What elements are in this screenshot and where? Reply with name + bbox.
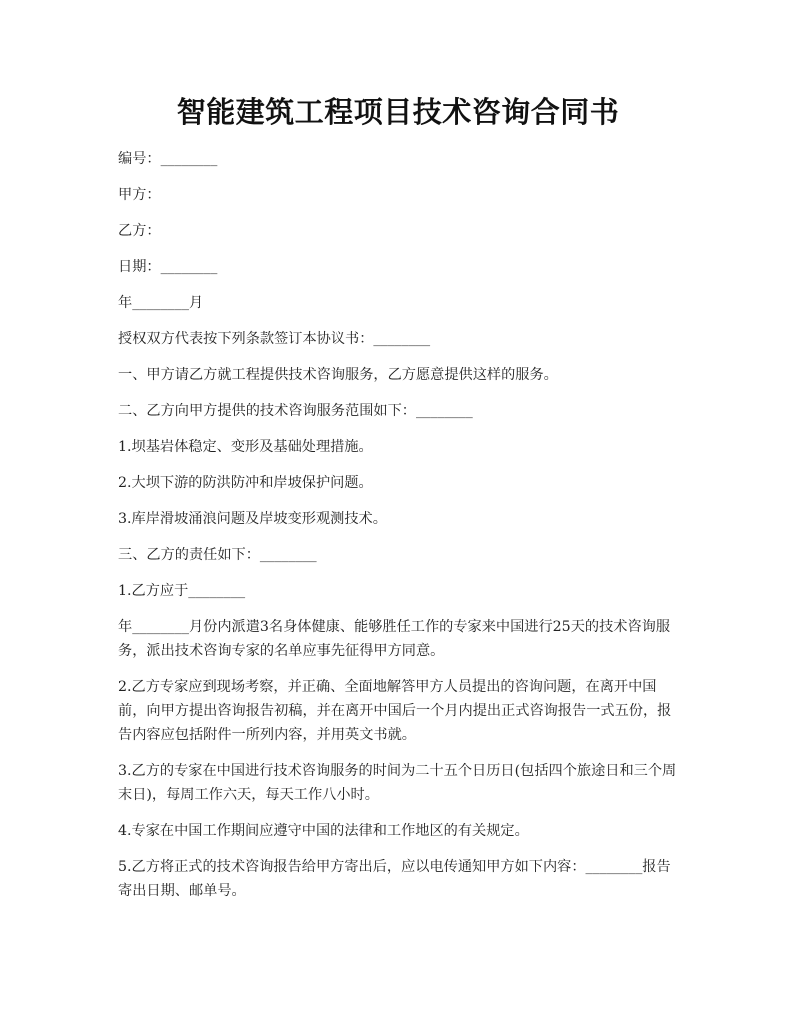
document-body — [118, 147, 684, 915]
responsibility-item-4: 4.专家在中国工作期间应遵守中国的法律和工作地区的有关规定。 — [118, 823, 529, 839]
responsibility-item-1-lead: 1.乙方应于________ — [118, 583, 246, 599]
contract-number-line: 编号：________ — [118, 151, 218, 167]
scope-item-2: 2.大坝下游的防洪防冲和岸坡保护问题。 — [118, 475, 373, 491]
year-month-line: 年________月 — [118, 295, 204, 311]
party-a-line: 甲方： — [118, 187, 161, 203]
document-title: 智能建筑工程项目技术咨询合同书 — [176, 95, 620, 129]
scope-item-3: 3.库岸滑坡涌浪问题及岸坡变形观测技术。 — [118, 511, 387, 527]
date-line: 日期：________ — [118, 259, 218, 275]
responsibility-item-2: 2.乙方专家应到现场考察，并正确、全面地解答甲方人员提出的咨询问题，在离开中国前，向甲方提出咨询报告初稿，并在离开中国后一个月内提出正式咨询报告一式五份，报告内容应包括附件一所列内容，并用英文书就。 — [118, 679, 672, 743]
section-1-paragraph: 一、甲方请乙方就工程提供技术咨询服务，乙方愿意提供这样的服务。 — [118, 367, 558, 383]
party-b-line: 乙方： — [118, 223, 161, 239]
scope-item-1: 1.坝基岩体稳定、变形及基础处理措施。 — [118, 439, 373, 455]
responsibility-item-5: 5.乙方将正式的技术咨询报告给甲方寄出后，应以电传通知甲方如下内容：________报告寄出日期、邮单号。 — [118, 859, 671, 899]
section-2-heading: 二、乙方向甲方提供的技术咨询服务范围如下：________ — [118, 403, 473, 419]
authorization-paragraph: 授权双方代表按下列条款签订本协议书：________ — [118, 331, 431, 347]
responsibility-item-3: 3.乙方的专家在中国进行技术咨询服务的时间为二十五个日历日(包括四个旅途日和三个周末日)，每周工作六天，每天工作八小时。 — [118, 763, 677, 803]
section-3-heading: 三、乙方的责任如下：________ — [118, 547, 317, 563]
responsibility-item-1-body: 年________月份内派遣3名身体健康、能够胜任工作的专家来中国进行25天的技术咨询服务，派出技术咨询专家的名单应事先征得甲方同意。 — [118, 619, 671, 659]
